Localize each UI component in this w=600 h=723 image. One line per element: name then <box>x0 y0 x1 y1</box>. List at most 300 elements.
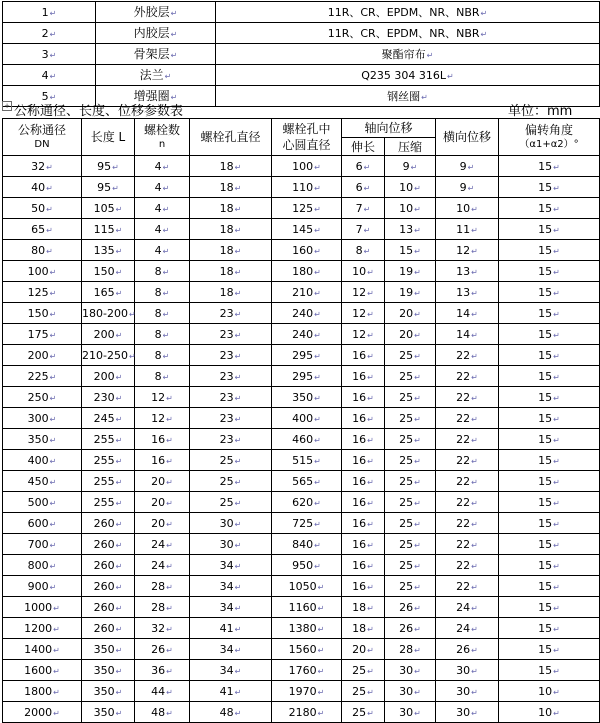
params-cell-bolt-hole-dia <box>190 576 272 597</box>
return-mark-icon: ↵ <box>367 519 374 529</box>
return-mark-icon: ↵ <box>314 372 321 382</box>
length-value: 255 <box>93 453 115 467</box>
bolt-circle-dia-value: 2180 <box>288 705 317 719</box>
row-number-text: 5 <box>41 89 49 103</box>
params-cell-bolt-hole-dia <box>190 450 272 471</box>
return-mark-icon: ↵ <box>471 561 478 571</box>
length-value: 95 <box>97 180 112 194</box>
dn-value: 100 <box>27 264 49 278</box>
params-cell-bolt-hole-dia <box>190 555 272 576</box>
row-number-text: 1 <box>41 5 49 19</box>
params-cell-bolt-circle-dia <box>272 324 342 345</box>
deflect-angle-value: 15 <box>538 663 553 677</box>
params-row <box>3 324 600 345</box>
bolt-count-value: 8 <box>154 327 162 341</box>
return-mark-icon: ↵ <box>166 666 173 676</box>
deflect-angle-value: 15 <box>538 642 553 656</box>
lateral-value: 22 <box>456 348 471 362</box>
return-mark-icon: ↵ <box>414 519 421 529</box>
deflect-angle-value: 15 <box>538 558 553 572</box>
return-mark-icon: ↵ <box>170 30 178 39</box>
return-mark-icon: ↵ <box>367 330 374 340</box>
params-row <box>3 597 600 618</box>
length-value: 150 <box>93 264 115 278</box>
axial-ext-value: 16 <box>352 537 367 551</box>
params-cell-length <box>82 303 135 324</box>
axial-comp-value: 26 <box>399 621 414 635</box>
return-mark-icon: ↵ <box>115 498 123 508</box>
axial-ext-value: 18 <box>352 600 367 614</box>
bolt-count-value: 36 <box>151 663 166 677</box>
lateral-value: 9 <box>459 180 467 194</box>
bolt-count-value: 12 <box>151 411 166 425</box>
params-cell-deflect-angle <box>499 345 600 366</box>
params-cell-axial-ext <box>342 387 385 408</box>
lateral-value: 30 <box>456 705 471 719</box>
params-cell-axial-ext <box>342 681 385 702</box>
material-spec-text: 聚酯帘布 <box>381 47 426 61</box>
bolt-count-value: 20 <box>151 516 166 530</box>
params-cell-deflect-angle <box>499 198 600 219</box>
params-section-header <box>0 99 598 119</box>
return-mark-icon: ↵ <box>414 498 421 508</box>
params-row <box>3 408 600 429</box>
return-mark-icon: ↵ <box>234 456 242 466</box>
bolt-count-value: 4 <box>154 180 162 194</box>
header-axial <box>342 119 436 138</box>
return-mark-icon: ↵ <box>162 309 170 319</box>
params-cell-bolt-count <box>135 261 190 282</box>
params-cell-dn <box>3 240 82 261</box>
params-cell-deflect-angle <box>499 660 600 681</box>
return-mark-icon: ↵ <box>367 309 374 319</box>
params-cell-lateral <box>436 177 499 198</box>
bolt-hole-dia-value: 23 <box>219 348 234 362</box>
return-mark-icon: ↵ <box>49 330 57 340</box>
return-mark-icon: ↵ <box>367 435 374 445</box>
return-mark-icon: ↵ <box>49 561 57 571</box>
return-mark-icon: ↵ <box>234 288 242 298</box>
params-cell-bolt-hole-dia <box>190 408 272 429</box>
params-cell-lateral <box>436 513 499 534</box>
bolt-circle-dia-value: 100 <box>292 159 314 173</box>
params-cell-bolt-circle-dia <box>272 240 342 261</box>
params-cell-lateral <box>436 450 499 471</box>
params-cell-axial-comp <box>385 366 436 387</box>
params-cell-lateral <box>436 387 499 408</box>
return-mark-icon: ↵ <box>314 393 321 403</box>
return-mark-icon: ↵ <box>553 435 560 445</box>
bolt-count-value: 28 <box>151 579 166 593</box>
params-cell-dn <box>3 681 82 702</box>
bolt-hole-dia-value: 18 <box>219 201 234 215</box>
return-mark-icon: ↵ <box>234 540 242 550</box>
bolt-circle-dia-value: 295 <box>292 369 314 383</box>
axial-ext-value: 12 <box>352 285 367 299</box>
return-mark-icon: ↵ <box>414 435 421 445</box>
bolt-count-value: 48 <box>151 705 166 719</box>
params-row <box>3 660 600 681</box>
dn-value: 225 <box>27 369 49 383</box>
return-mark-icon: ↵ <box>553 393 560 403</box>
params-cell-dn <box>3 639 82 660</box>
bolt-count-value: 24 <box>151 558 166 572</box>
bolt-hole-dia-value: 23 <box>219 432 234 446</box>
axial-comp-value: 25 <box>399 348 414 362</box>
lateral-value: 22 <box>456 474 471 488</box>
params-row <box>3 471 600 492</box>
params-row <box>3 387 600 408</box>
params-cell-bolt-circle-dia <box>272 534 342 555</box>
params-cell-dn <box>3 345 82 366</box>
params-cell-lateral <box>436 534 499 555</box>
bolt-hole-dia-value: 34 <box>219 642 234 656</box>
params-cell-axial-ext <box>342 261 385 282</box>
params-cell-lateral <box>436 198 499 219</box>
params-cell-bolt-circle-dia <box>272 681 342 702</box>
return-mark-icon: ↵ <box>367 456 374 466</box>
params-cell-axial-ext <box>342 702 385 723</box>
params-cell-dn <box>3 303 82 324</box>
params-cell-bolt-hole-dia <box>190 597 272 618</box>
bolt-circle-dia-value: 125 <box>292 201 314 215</box>
axial-ext-value: 16 <box>352 495 367 509</box>
return-mark-icon: ↵ <box>414 456 421 466</box>
params-cell-axial-comp <box>385 303 436 324</box>
params-cell-bolt-count <box>135 219 190 240</box>
params-cell-deflect-angle <box>499 618 600 639</box>
return-mark-icon: ↵ <box>162 330 170 340</box>
return-mark-icon: ↵ <box>234 267 242 277</box>
deflect-angle-value: 15 <box>538 495 553 509</box>
return-mark-icon: ↵ <box>314 162 321 172</box>
return-mark-icon: ↵ <box>234 183 242 193</box>
params-cell-deflect-angle <box>499 366 600 387</box>
params-cell-dn <box>3 282 82 303</box>
params-cell-dn <box>3 177 82 198</box>
params-cell-bolt-hole-dia <box>190 471 272 492</box>
params-cell-deflect-angle <box>499 387 600 408</box>
params-row <box>3 156 600 177</box>
params-cell-bolt-hole-dia <box>190 534 272 555</box>
bolt-hole-dia-value: 48 <box>219 705 234 719</box>
return-mark-icon: ↵ <box>471 414 478 424</box>
params-cell-axial-comp <box>385 345 436 366</box>
dn-value: 900 <box>27 579 49 593</box>
axial-ext-value: 16 <box>352 453 367 467</box>
axial-comp-value: 30 <box>399 684 414 698</box>
params-cell-bolt-count <box>135 198 190 219</box>
axial-comp-value: 20 <box>399 306 414 320</box>
return-mark-icon: ↵ <box>414 540 421 550</box>
params-cell-bolt-hole-dia <box>190 366 272 387</box>
materials-table-body <box>3 2 600 107</box>
params-cell-dn <box>3 429 82 450</box>
params-cell-deflect-angle <box>499 177 600 198</box>
bolt-count-value: 8 <box>154 264 162 278</box>
params-cell-deflect-angle <box>499 639 600 660</box>
params-cell-bolt-circle-dia <box>272 303 342 324</box>
return-mark-icon: ↵ <box>234 435 242 445</box>
return-mark-icon: ↵ <box>314 246 321 256</box>
params-row <box>3 282 600 303</box>
bolt-count-value: 16 <box>151 453 166 467</box>
params-cell-lateral <box>436 555 499 576</box>
params-cell-length <box>82 324 135 345</box>
params-cell-bolt-circle-dia <box>272 660 342 681</box>
dn-value: 2000 <box>24 705 53 719</box>
return-mark-icon: ↵ <box>49 519 57 529</box>
return-mark-icon: ↵ <box>367 708 374 718</box>
bolt-circle-dia-value: 1380 <box>288 621 317 635</box>
material-spec-text: 11R、CR、EPDM、NR、NBR <box>327 26 480 40</box>
materials-row <box>3 23 600 44</box>
params-cell-lateral <box>436 429 499 450</box>
params-row <box>3 702 600 723</box>
dn-value: 1200 <box>24 621 53 635</box>
return-mark-icon: ↵ <box>314 267 321 277</box>
length-value: 245 <box>93 411 115 425</box>
return-mark-icon: ↵ <box>471 267 478 277</box>
axial-comp-value: 25 <box>399 411 414 425</box>
params-cell-bolt-circle-dia <box>272 198 342 219</box>
return-mark-icon: ↵ <box>234 645 242 655</box>
axial-ext-value: 7 <box>355 222 363 236</box>
return-mark-icon: ↵ <box>317 666 325 676</box>
params-cell-bolt-circle-dia <box>272 387 342 408</box>
table-anchor-icon[interactable]: + <box>2 101 12 111</box>
bolt-count-value: 32 <box>151 621 166 635</box>
return-mark-icon: ↵ <box>414 414 421 424</box>
return-mark-icon: ↵ <box>553 372 560 382</box>
deflect-angle-value: 15 <box>538 369 553 383</box>
params-cell-axial-comp <box>385 156 436 177</box>
return-mark-icon: ↵ <box>49 582 57 592</box>
header-dn-line2: DN <box>34 139 50 150</box>
lateral-value: 24 <box>456 621 471 635</box>
return-mark-icon: ↵ <box>363 204 371 214</box>
params-cell-length <box>82 345 135 366</box>
return-mark-icon: ↵ <box>234 624 242 634</box>
params-cell-deflect-angle <box>499 429 600 450</box>
materials-cell-material-spec <box>216 44 600 65</box>
params-cell-axial-comp <box>385 681 436 702</box>
return-mark-icon: ↵ <box>162 204 170 214</box>
header-axial-ext <box>342 138 385 156</box>
params-cell-deflect-angle <box>499 156 600 177</box>
lateral-value: 10 <box>456 201 471 215</box>
header-bolt-circle <box>272 119 342 156</box>
bolt-hole-dia-value: 41 <box>219 621 234 635</box>
params-cell-length <box>82 408 135 429</box>
params-cell-bolt-circle-dia <box>272 702 342 723</box>
bolt-count-value: 4 <box>154 159 162 173</box>
params-cell-bolt-circle-dia <box>272 492 342 513</box>
bolt-circle-dia-value: 240 <box>292 306 314 320</box>
return-mark-icon: ↵ <box>166 582 173 592</box>
params-cell-bolt-hole-dia <box>190 324 272 345</box>
lateral-value: 9 <box>459 159 467 173</box>
params-cell-bolt-count <box>135 639 190 660</box>
params-cell-bolt-count <box>135 450 190 471</box>
return-mark-icon: ↵ <box>314 519 321 529</box>
return-mark-icon: ↵ <box>317 582 325 592</box>
return-mark-icon: ↵ <box>314 351 321 361</box>
return-mark-icon: ↵ <box>367 582 374 592</box>
return-mark-icon: ↵ <box>162 288 170 298</box>
return-mark-icon: ↵ <box>53 687 60 697</box>
return-mark-icon: ↵ <box>53 603 60 613</box>
params-cell-bolt-count <box>135 303 190 324</box>
params-cell-axial-comp <box>385 219 436 240</box>
return-mark-icon: ↵ <box>471 708 478 718</box>
return-mark-icon: ↵ <box>471 225 478 235</box>
params-cell-bolt-circle-dia <box>272 639 342 660</box>
params-cell-length <box>82 429 135 450</box>
return-mark-icon: ↵ <box>553 225 560 235</box>
return-mark-icon: ↵ <box>49 456 57 466</box>
params-cell-bolt-count <box>135 681 190 702</box>
bolt-circle-dia-value: 240 <box>292 327 314 341</box>
axial-ext-value: 16 <box>352 579 367 593</box>
return-mark-icon: ↵ <box>49 309 57 319</box>
return-mark-icon: ↵ <box>115 540 123 550</box>
params-cell-lateral <box>436 156 499 177</box>
params-cell-deflect-angle <box>499 282 600 303</box>
lateral-value: 11 <box>456 222 471 236</box>
return-mark-icon: ↵ <box>170 9 178 18</box>
params-cell-dn <box>3 555 82 576</box>
return-mark-icon: ↵ <box>234 330 242 340</box>
params-cell-axial-comp <box>385 240 436 261</box>
return-mark-icon: ↵ <box>414 246 421 256</box>
bolt-circle-dia-value: 350 <box>292 390 314 404</box>
bolt-circle-dia-value: 110 <box>292 180 314 194</box>
deflect-angle-value: 15 <box>538 600 553 614</box>
params-cell-deflect-angle <box>499 408 600 429</box>
lateral-value: 22 <box>456 579 471 593</box>
header-axial-label: 轴向位移 <box>364 121 413 135</box>
length-value: 260 <box>93 558 115 572</box>
return-mark-icon: ↵ <box>234 582 242 592</box>
return-mark-icon: ↵ <box>166 561 173 571</box>
dn-value: 200 <box>27 348 49 362</box>
params-cell-axial-ext <box>342 177 385 198</box>
params-cell-length <box>82 513 135 534</box>
return-mark-icon: ↵ <box>471 351 478 361</box>
return-mark-icon: ↵ <box>162 267 170 277</box>
bolt-count-value: 8 <box>154 369 162 383</box>
params-cell-axial-ext <box>342 219 385 240</box>
return-mark-icon: ↵ <box>115 204 123 214</box>
return-mark-icon: ↵ <box>49 393 57 403</box>
return-mark-icon: ↵ <box>414 372 421 382</box>
header-deflect-line2: （α1+α2）° <box>519 139 579 150</box>
header-bolt-circle-line1: 螺栓孔中 <box>282 122 331 136</box>
bolt-hole-dia-value: 18 <box>219 285 234 299</box>
return-mark-icon: ↵ <box>234 666 242 676</box>
dn-value: 150 <box>27 306 49 320</box>
return-mark-icon: ↵ <box>471 477 478 487</box>
params-row <box>3 450 600 471</box>
lateral-value: 22 <box>456 411 471 425</box>
params-cell-lateral <box>436 240 499 261</box>
return-mark-icon: ↵ <box>234 519 242 529</box>
materials-cell-material-spec <box>216 23 600 44</box>
return-mark-icon: ↵ <box>414 330 421 340</box>
lateral-value: 24 <box>456 600 471 614</box>
return-mark-icon: ↵ <box>49 8 57 18</box>
dn-value: 125 <box>27 285 49 299</box>
return-mark-icon: ↵ <box>414 603 421 613</box>
return-mark-icon: ↵ <box>112 183 119 193</box>
length-value: 180-200 <box>82 306 128 320</box>
dn-value: 1000 <box>24 600 53 614</box>
dn-value: 800 <box>27 558 49 572</box>
params-row <box>3 492 600 513</box>
axial-comp-value: 25 <box>399 558 414 572</box>
return-mark-icon: ↵ <box>314 288 321 298</box>
return-mark-icon: ↵ <box>471 666 478 676</box>
return-mark-icon: ↵ <box>115 582 123 592</box>
deflect-angle-value: 15 <box>538 411 553 425</box>
axial-comp-value: 9 <box>402 159 410 173</box>
return-mark-icon: ↵ <box>115 246 123 256</box>
bolt-hole-dia-value: 18 <box>219 180 234 194</box>
params-cell-bolt-count <box>135 492 190 513</box>
params-cell-axial-ext <box>342 282 385 303</box>
params-cell-axial-ext <box>342 345 385 366</box>
params-cell-axial-comp <box>385 702 436 723</box>
return-mark-icon: ↵ <box>471 204 478 214</box>
params-cell-axial-comp <box>385 198 436 219</box>
return-mark-icon: ↵ <box>49 50 57 60</box>
bolt-circle-dia-value: 160 <box>292 243 314 257</box>
return-mark-icon: ↵ <box>49 71 57 81</box>
params-cell-deflect-angle <box>499 324 600 345</box>
lateral-value: 22 <box>456 453 471 467</box>
params-cell-bolt-count <box>135 660 190 681</box>
return-mark-icon: ↵ <box>234 162 242 172</box>
return-mark-icon: ↵ <box>553 204 560 214</box>
params-cell-length <box>82 198 135 219</box>
params-row <box>3 618 600 639</box>
return-mark-icon: ↵ <box>314 435 321 445</box>
lateral-value: 22 <box>456 369 471 383</box>
materials-table <box>2 1 600 107</box>
dn-value: 1400 <box>24 642 53 656</box>
params-cell-axial-ext <box>342 303 385 324</box>
axial-comp-value: 13 <box>399 222 414 236</box>
material-spec-text: 钢丝圈 <box>387 89 421 103</box>
materials-cell-row-number <box>3 44 96 65</box>
return-mark-icon: ↵ <box>367 603 374 613</box>
axial-ext-value: 16 <box>352 369 367 383</box>
params-cell-dn <box>3 450 82 471</box>
lateral-value: 14 <box>456 306 471 320</box>
header-dn-line1: 公称通径 <box>17 123 66 137</box>
return-mark-icon: ↵ <box>166 435 173 445</box>
deflect-angle-value: 15 <box>538 159 553 173</box>
params-cell-bolt-count <box>135 387 190 408</box>
dn-value: 500 <box>27 495 49 509</box>
axial-comp-value: 19 <box>399 264 414 278</box>
materials-row <box>3 44 600 65</box>
return-mark-icon: ↵ <box>46 246 53 256</box>
axial-comp-value: 10 <box>399 201 414 215</box>
params-cell-bolt-circle-dia <box>272 408 342 429</box>
params-cell-bolt-hole-dia <box>190 198 272 219</box>
